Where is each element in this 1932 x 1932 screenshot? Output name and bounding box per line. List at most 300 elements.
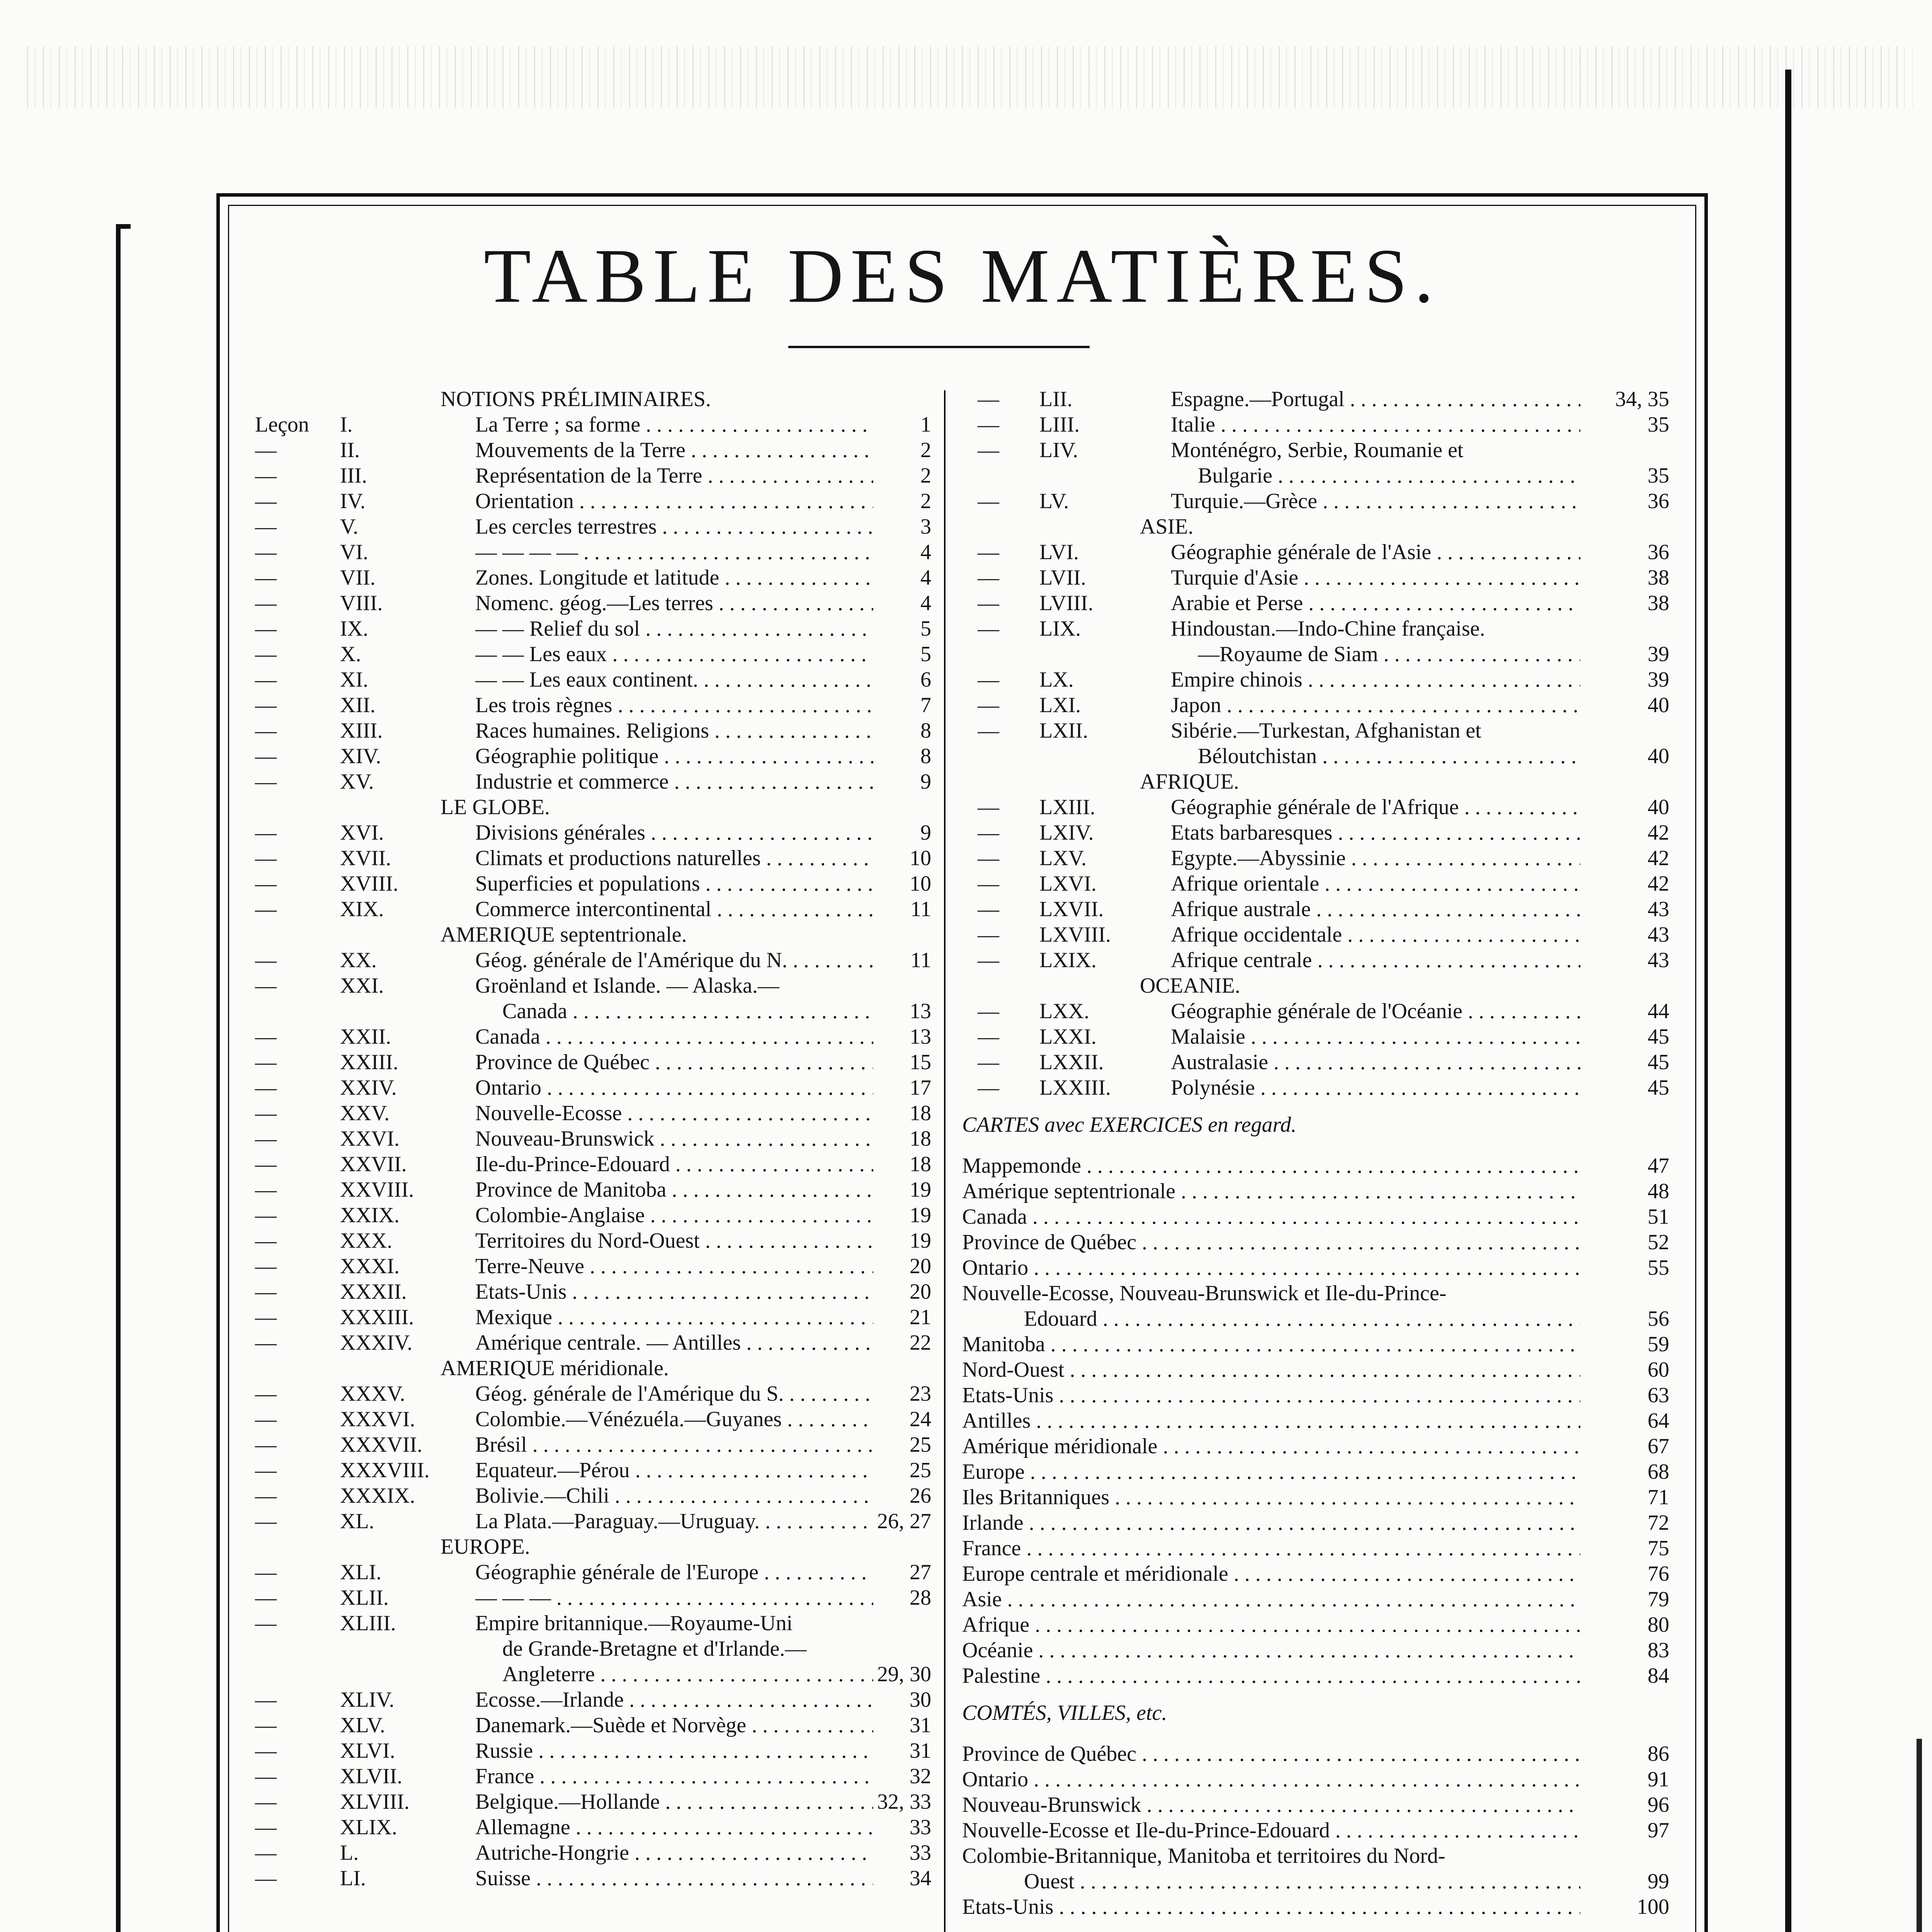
entry-title: Océanie . . . — [962, 1638, 1580, 1663]
lesson-number: LXVIII. — [1039, 923, 1111, 947]
toc-entry — [0, 1179, 1932, 1204]
entry-title: Sibérie.—Turkestan, Afghanistan et — [1171, 719, 1481, 743]
entry-title: Canada . . . — [475, 1024, 873, 1049]
lesson-number: XXII. — [340, 1025, 391, 1049]
entry-title: Empire chinois . . . — [1171, 667, 1580, 692]
lesson-marker: — — [255, 1433, 277, 1457]
page-number: 2 — [920, 438, 931, 462]
section-heading: ASIE. — [1140, 515, 1194, 539]
lesson-number: XXI. — [340, 974, 384, 998]
toc-entry — [0, 1230, 1932, 1255]
entry-title: Turquie.—Grèce . . . — [1171, 488, 1580, 514]
lesson-marker: — — [255, 1688, 277, 1712]
toc-entry — [0, 1075, 1932, 1100]
page-number: 18 — [910, 1101, 931, 1125]
lesson-number: LVIII. — [1039, 591, 1094, 615]
lesson-number: XXXIV. — [340, 1331, 413, 1355]
toc-entry — [0, 1153, 1932, 1179]
entry-title: Colombie.—Vénézuéla.—Guyanes . . . — [475, 1406, 873, 1432]
lesson-marker: — — [255, 489, 277, 513]
entry-title: Canada . . . — [962, 1204, 1580, 1230]
entry-title: Représentation de la Terre . . . — [475, 463, 873, 488]
lesson-number: XLII. — [340, 1586, 389, 1610]
page-number: 86 — [1648, 1742, 1669, 1766]
entry-title: Afrique orientale . . . — [1171, 871, 1580, 896]
page-number: 9 — [920, 770, 931, 794]
lesson-number: II. — [340, 438, 360, 462]
entry-title: — — Relief du sol . . . — [475, 616, 873, 641]
entry-title: Nouveau-Brunswick . . . — [962, 1792, 1580, 1818]
page-number: 43 — [1648, 923, 1669, 947]
lesson-number: XII. — [340, 693, 376, 717]
toc-entry — [0, 1357, 1932, 1383]
lesson-marker: — — [255, 515, 277, 539]
entry-title: Béloutchistan . . . — [1198, 743, 1580, 769]
page-number: 36 — [1648, 489, 1669, 513]
entry-title: Etats-Unis . . . — [475, 1279, 873, 1304]
entry-title: Nord-Ouest . . . — [962, 1357, 1580, 1383]
page-number: 91 — [1648, 1767, 1669, 1791]
lesson-number: LXV. — [1039, 846, 1087, 870]
lesson-marker: — — [978, 387, 999, 411]
entry-title: Belgique.—Hollande . . . — [475, 1789, 873, 1815]
toc-entry — [0, 1767, 1932, 1792]
page-number: 43 — [1648, 897, 1669, 921]
entry-title: Iles Britanniques . . . — [962, 1485, 1580, 1510]
page-number: 100 — [1637, 1895, 1669, 1919]
lesson-marker: — — [255, 821, 277, 845]
lesson-number: XXXIX. — [340, 1484, 415, 1508]
lesson-marker: — — [255, 1713, 277, 1737]
lesson-marker: — — [255, 464, 277, 488]
page-number: 1 — [920, 413, 931, 437]
lesson-number: LIX. — [1039, 617, 1081, 641]
lesson-number: XXXII. — [340, 1280, 407, 1304]
lesson-number: LV. — [1039, 489, 1069, 513]
page-number: 18 — [910, 1127, 931, 1151]
page-title: TABLE DES MATIÈRES. — [484, 233, 1440, 319]
lesson-marker: — — [978, 617, 999, 641]
entry-title: Géographie générale de l'Afrique . . . — [1171, 794, 1580, 820]
entry-title: Europe . . . — [962, 1459, 1580, 1485]
page-number: 22 — [910, 1331, 931, 1355]
entry-title: Bolivie.—Chili . . . — [475, 1483, 873, 1509]
entry-title: France . . . — [962, 1536, 1580, 1561]
page-number: 17 — [910, 1076, 931, 1100]
entry-title: Colombie-Anglaise . . . — [475, 1202, 873, 1228]
lesson-marker: — — [255, 1484, 277, 1508]
page-number: 20 — [910, 1254, 931, 1278]
page-number: 44 — [1648, 999, 1669, 1023]
lesson-marker: — — [978, 540, 999, 564]
lesson-number: XV. — [340, 770, 374, 794]
entry-title: Espagne.—Portugal . . . — [1171, 386, 1580, 412]
entry-title: Asie . . . — [962, 1587, 1580, 1612]
entry-title: Mouvements de la Terre . . . — [475, 437, 873, 463]
entry-title: Amérique méridionale . . . — [962, 1434, 1580, 1459]
entry-title: Nomenc. géog.—Les terres . . . — [475, 590, 873, 616]
toc-entry — [0, 1434, 1932, 1459]
lesson-marker: — — [255, 719, 277, 743]
page-number: 15 — [910, 1050, 931, 1074]
entry-title: Turquie d'Asie . . . — [1171, 565, 1580, 590]
lesson-number: LI. — [340, 1866, 366, 1890]
page-number: 45 — [1648, 1050, 1669, 1074]
entry-title: Nouveau-Brunswick . . . — [475, 1126, 873, 1151]
lesson-marker: — — [255, 642, 277, 666]
page-number: 25 — [910, 1433, 931, 1457]
lesson-marker: — — [255, 1458, 277, 1482]
lesson-marker: — — [255, 1101, 277, 1125]
page-number: 39 — [1648, 668, 1669, 692]
lesson-marker: — — [255, 1178, 277, 1202]
entry-title: Ontario . . . — [475, 1075, 873, 1100]
toc-entry — [0, 1894, 1932, 1920]
entry-title: Italie . . . — [1171, 412, 1580, 437]
page-number: 68 — [1648, 1460, 1669, 1484]
lesson-number: XXIX. — [340, 1203, 400, 1227]
page-number: 84 — [1648, 1664, 1669, 1688]
lesson-number: LXI. — [1039, 693, 1081, 717]
lesson-number: XLV. — [340, 1713, 385, 1737]
lesson-marker: — — [255, 591, 277, 615]
lesson-marker: — — [255, 770, 277, 794]
lesson-number: XXV. — [340, 1101, 390, 1125]
lesson-number: LXIX. — [1039, 948, 1097, 972]
toc-entry — [0, 1536, 1932, 1561]
page-number: 26 — [910, 1484, 931, 1508]
entry-title: Arabie et Perse . . . — [1171, 590, 1580, 616]
toc-entry — [0, 1561, 1932, 1587]
page-number: 35 — [1648, 413, 1669, 437]
entry-title: Egypte.—Abyssinie . . . — [1171, 845, 1580, 871]
entry-title: Superficies et populations . . . — [475, 871, 873, 896]
entry-title: Danemark.—Suède et Norvège . . . — [475, 1713, 873, 1738]
page-number: 75 — [1648, 1536, 1669, 1560]
lesson-number: VI. — [340, 540, 369, 564]
toc-entry — [0, 922, 1932, 947]
entry-title: Nouvelle-Ecosse . . . — [475, 1100, 873, 1126]
lesson-number: LX. — [1039, 668, 1074, 692]
lesson-marker: — — [255, 1841, 277, 1865]
entry-title: La Plata.—Paraguay.—Uruguay. . . . — [475, 1509, 873, 1534]
lesson-marker: — — [255, 1560, 277, 1584]
entry-title: Industrie et commerce . . . — [475, 769, 873, 794]
lesson-number: LXVI. — [1039, 872, 1097, 896]
lesson-number: LII. — [1039, 387, 1073, 411]
entry-title: Races humaines. Religions . . . — [475, 718, 873, 743]
lesson-number: XLIII. — [340, 1611, 396, 1635]
lesson-number: XXVII. — [340, 1152, 407, 1176]
page-number: 7 — [920, 693, 931, 717]
toc-entry — [0, 1485, 1932, 1510]
lesson-marker: — — [978, 489, 999, 513]
page-number: 18 — [910, 1152, 931, 1176]
page-number: 4 — [920, 591, 931, 615]
entry-title: —Royaume de Siam . . . — [1198, 641, 1580, 667]
page-number: 13 — [910, 999, 931, 1023]
toc-entry — [0, 1792, 1932, 1818]
toc-entry — [0, 412, 1932, 437]
page-number: 59 — [1648, 1332, 1669, 1356]
lesson-number: L. — [340, 1841, 359, 1865]
toc-entry — [0, 1612, 1932, 1638]
entry-title: Monténégro, Serbie, Roumanie et — [1171, 438, 1464, 462]
lesson-number: LXXI. — [1039, 1025, 1097, 1049]
entry-title: Terre-Neuve . . . — [475, 1253, 873, 1279]
entry-title: Ile-du-Prince-Edouard . . . — [475, 1151, 873, 1177]
section-heading: NOTIONS PRÉLIMINAIRES. — [440, 387, 711, 411]
toc-entry — [0, 1204, 1932, 1230]
entry-title: Antilles . . . — [962, 1408, 1580, 1434]
toc-entry — [0, 1049, 1932, 1075]
entry-title: Ecosse.—Irlande . . . — [475, 1687, 873, 1713]
lesson-number: XXIV. — [340, 1076, 397, 1100]
lesson-marker: — — [255, 668, 277, 692]
lesson-marker: — — [978, 897, 999, 921]
lesson-marker: — — [255, 897, 277, 921]
page-number: 20 — [910, 1280, 931, 1304]
entry-title: Climats et productions naturelles . . . — [475, 845, 873, 871]
entry-title: Mappemonde . . . — [962, 1153, 1580, 1179]
entry-title: Territoires du Nord-Ouest . . . — [475, 1228, 873, 1253]
section-heading: LE GLOBE. — [440, 795, 550, 819]
lesson-marker: — — [255, 1152, 277, 1176]
page-number: 31 — [910, 1739, 931, 1763]
entry-title: Hindoustan.—Indo-Chine française. — [1171, 617, 1485, 641]
page-number: 5 — [920, 642, 931, 666]
page-number: 32, 33 — [877, 1790, 931, 1814]
entry-title: Géographie générale de l'Asie . . . — [1171, 539, 1580, 565]
page-number: 3 — [920, 515, 931, 539]
entry-title: Russie . . . — [475, 1738, 873, 1764]
page-number: 30 — [910, 1688, 931, 1712]
lesson-number: XXXIII. — [340, 1305, 414, 1329]
toc-entry — [0, 1843, 1932, 1894]
lesson-number: XLI. — [340, 1560, 382, 1584]
page-number: 43 — [1648, 948, 1669, 972]
lesson-number: XLVIII. — [340, 1790, 410, 1814]
page-number: 79 — [1648, 1587, 1669, 1611]
page-number: 72 — [1648, 1511, 1669, 1535]
entry-title: Etats barbaresques . . . — [1171, 820, 1580, 845]
lesson-number: XXVI. — [340, 1127, 400, 1151]
page-number: 76 — [1648, 1562, 1669, 1586]
page-number: 4 — [920, 540, 931, 564]
entry-title: Province de Québec . . . — [962, 1230, 1580, 1255]
lesson-marker: — — [255, 974, 277, 998]
entry-title: La Terre ; sa forme . . . — [475, 412, 873, 437]
lesson-number: XL. — [340, 1509, 374, 1533]
entry-title: Géographie politique . . . — [475, 743, 873, 769]
page-number: 28 — [910, 1586, 931, 1610]
page-number: 25 — [910, 1458, 931, 1482]
page-number: 35 — [1648, 464, 1669, 488]
lesson-number: III. — [340, 464, 367, 488]
toc-entry — [0, 1741, 1932, 1767]
toc-entry — [0, 514, 1932, 539]
page-number: 33 — [910, 1815, 931, 1839]
lesson-marker: — — [978, 438, 999, 462]
section-heading: AMERIQUE septentrionale. — [440, 923, 687, 947]
entry-title: Géog. générale de l'Amérique du S. . . . — [475, 1381, 873, 1406]
lesson-marker: — — [978, 413, 999, 437]
entry-title: Etats-Unis . . . — [962, 1383, 1580, 1408]
toc-entry — [0, 1255, 1932, 1281]
lesson-number: LVI. — [1039, 540, 1079, 564]
lesson-marker: — — [255, 1382, 277, 1406]
lesson-marker: — — [255, 693, 277, 717]
page-number: 10 — [910, 872, 931, 896]
page-number: 48 — [1648, 1179, 1669, 1203]
entry-title: — — — — . . . — [475, 539, 873, 565]
entry-title: Autriche-Hongrie . . . — [475, 1840, 873, 1866]
toc-entry — [0, 1818, 1932, 1843]
entry-title: Zones. Longitude et latitude . . . — [475, 565, 873, 590]
toc-entry — [0, 1638, 1932, 1663]
page-number: 34, 35 — [1615, 387, 1669, 411]
page-number: 42 — [1648, 872, 1669, 896]
lesson-marker: — — [255, 566, 277, 590]
lesson-marker: — — [978, 948, 999, 972]
lesson-number: XXXI. — [340, 1254, 400, 1278]
entry-title: Japon . . . — [1171, 692, 1580, 718]
page-number: 40 — [1648, 693, 1669, 717]
lesson-marker: — — [978, 923, 999, 947]
section-heading: OCEANIE. — [1140, 974, 1240, 998]
counties-heading: COMTÉS, VILLES, etc. — [962, 1701, 1167, 1725]
lesson-marker: — — [255, 1331, 277, 1355]
toc-entry — [0, 769, 1932, 794]
lesson-number: XXXV. — [340, 1382, 405, 1406]
page-number: 11 — [910, 897, 931, 921]
page-number: 27 — [910, 1560, 931, 1584]
lesson-marker: — — [255, 617, 277, 641]
page-number: 6 — [920, 668, 931, 692]
entry-title: — — Les eaux continent. . . . — [475, 667, 873, 692]
toc-entry — [0, 616, 1932, 667]
page-number: 36 — [1648, 540, 1669, 564]
page-number: 47 — [1648, 1154, 1669, 1178]
page-number: 9 — [920, 821, 931, 845]
entry-title: Ontario . . . — [962, 1767, 1580, 1792]
entry-title: Groënland et Islande. — Alaska.— — [475, 974, 779, 998]
page-number: 56 — [1648, 1307, 1669, 1331]
lesson-marker: — — [255, 1025, 277, 1049]
page-number: 42 — [1648, 821, 1669, 845]
section-heading: EUROPE. — [440, 1535, 530, 1559]
entry-title: Suisse . . . — [475, 1866, 873, 1891]
entry-title: Brésil . . . — [475, 1432, 873, 1458]
page-number: 8 — [920, 719, 931, 743]
lesson-number: XX. — [340, 948, 377, 972]
page-number: 19 — [910, 1178, 931, 1202]
entry-title: Amérique septentrionale . . . — [962, 1179, 1580, 1204]
toc-entry — [0, 794, 1932, 820]
page-number: 40 — [1648, 744, 1669, 768]
lesson-marker: — — [255, 1050, 277, 1074]
section-heading: AMERIQUE méridionale. — [440, 1356, 669, 1380]
lesson-marker: — — [978, 999, 999, 1023]
lesson-number: XXXVII. — [340, 1433, 423, 1457]
lesson-marker: — — [255, 1280, 277, 1304]
toc-entry — [0, 692, 1932, 718]
page-number: 63 — [1648, 1383, 1669, 1407]
maps-heading: CARTES avec EXERCICES en regard. — [962, 1113, 1297, 1137]
entry-title: Géographie générale de l'Océanie . . . — [1171, 998, 1580, 1024]
page-number: 19 — [910, 1203, 931, 1227]
lesson-number: LVII. — [1039, 566, 1086, 590]
lesson-marker: — — [978, 821, 999, 845]
entry-title: — — Les eaux . . . — [475, 641, 873, 667]
entry-title: Ontario . . . — [962, 1255, 1580, 1281]
entry-title: France . . . — [475, 1764, 873, 1789]
lesson-number: XXXVI. — [340, 1407, 415, 1431]
lesson-marker: — — [255, 1815, 277, 1839]
page-number: 31 — [910, 1713, 931, 1737]
toc-entry — [0, 871, 1932, 896]
entry-title: Edouard . . . — [1024, 1306, 1580, 1332]
entry-title: Allemagne . . . — [475, 1815, 873, 1840]
lesson-marker: — — [255, 1611, 277, 1635]
page-number: 55 — [1648, 1256, 1669, 1280]
lesson-number: XLIX. — [340, 1815, 397, 1839]
entry-title: Afrique . . . — [962, 1612, 1580, 1638]
page-number: 38 — [1648, 566, 1669, 590]
lesson-number: XIX. — [340, 897, 384, 921]
page-number: 99 — [1648, 1869, 1669, 1893]
entry-title: Ouest . . . — [1024, 1869, 1580, 1894]
page-number: 29, 30 — [877, 1662, 931, 1686]
page-number: 23 — [910, 1382, 931, 1406]
lesson-number: XXVIII. — [340, 1178, 414, 1202]
lesson-marker: Leçon — [255, 413, 309, 437]
lesson-marker: — — [255, 1076, 277, 1100]
page-number: 52 — [1648, 1230, 1669, 1254]
lesson-number: XIII. — [340, 719, 383, 743]
lesson-number: XXX. — [340, 1229, 393, 1253]
toc-entry — [0, 386, 1932, 412]
page-number: 96 — [1648, 1793, 1669, 1817]
toc-entry — [0, 820, 1932, 845]
page-number: 24 — [910, 1407, 931, 1431]
page-number: 60 — [1648, 1358, 1669, 1382]
lesson-number: VII. — [340, 566, 376, 590]
page-number: 51 — [1648, 1205, 1669, 1229]
lesson-marker: — — [255, 1866, 277, 1890]
lesson-number: XIV. — [340, 744, 381, 768]
entry-title: Les cercles terrestres . . . — [475, 514, 873, 539]
toc-entry — [0, 896, 1932, 922]
page-number: 39 — [1648, 642, 1669, 666]
page-number: 40 — [1648, 795, 1669, 819]
page-number: 32 — [910, 1764, 931, 1788]
entry-title: Equateur.—Pérou . . . — [475, 1458, 873, 1483]
lesson-number: XLVI. — [340, 1739, 395, 1763]
lesson-number: LXII. — [1039, 719, 1088, 743]
lesson-number: IV. — [340, 489, 366, 513]
lesson-number: XVII. — [340, 846, 391, 870]
toc-entry — [0, 1024, 1932, 1049]
lesson-marker: — — [978, 719, 999, 743]
page-number: 80 — [1648, 1613, 1669, 1637]
toc-entry — [0, 1408, 1932, 1434]
page-number: 13 — [910, 1025, 931, 1049]
lesson-marker: — — [978, 795, 999, 819]
toc-entry — [0, 998, 1932, 1024]
lesson-marker: — — [255, 1739, 277, 1763]
lesson-number: LXIV. — [1039, 821, 1094, 845]
